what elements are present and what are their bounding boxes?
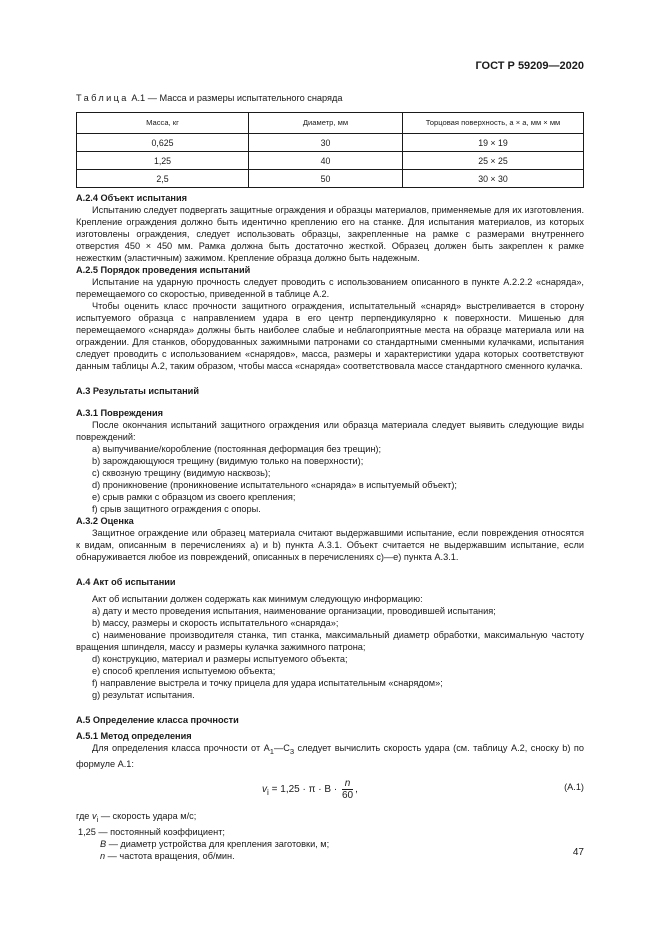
legend-item: [76, 850, 584, 862]
section-a32-paragraph: Защитное ограждение или образец материала считают выдержавшими испытание, если повреждения относятся к видам, описанным в перечислениях а) и b) пункта А.3.1. Объект считается не выдержавшим испытание, если обнаруживается любое из повреждений, описанных в перечислениях c)—e) пункта А.3.1.: [76, 528, 584, 562]
formula-rhs: = 1,25 · π · B ·: [268, 783, 340, 795]
section-a25-paragraph-2: Чтобы оценить класс прочности защитного ограждения, испытательный «снаряд» выстреливается в сторону испытуемого образца с направлением удара в его центр перпендикулярно к поверхности. Мишенью для перемещаемого «снаряда» должны быть наиболее слабые и неблагоприятные места на образце материала или на ограждении. Для станков, оборудованных зажимными патронами со стандартными сменными кулачками, испытания следует проводить с использованием «снарядов», масса, размеры и характеристики удара которых соответствуют данным таблицы А.2, таким образом, чтобы масса «снаряда» соответствовала массе стандартного сменного кулачка.: [76, 301, 584, 371]
section-a25-paragraph-1: Испытание на ударную прочность следует проводить с использованием описанного в пункте А.2.2.2 «снаряда», перемещаемого со скоростью, приведенной в таблице А.2.: [76, 277, 584, 299]
legend-text: — частота вращения, об/мин.: [105, 850, 235, 861]
a51-text-2: —С: [274, 743, 290, 753]
list-item: f) направление выстрела и точку прицела для удара испытательным «снарядом»;: [92, 678, 443, 688]
section-a24-paragraph: Испытанию следует подвергать защитные ограждения и образцы материалов, применяемые для их изготовления. Крепление ограждения должно быть идентично креплению его на станке. Для испытания материалов, из которых изготовлены ограждения, следует использовать образцы, закрепленные на рамке с размерами внутреннего отверстия 450 × 450 мм. Рамка должна быть достаточно жесткой. Образец должен быть закреплен к рамке нежестким (эластичным) зажимом. Крепление образца должно быть надежным.: [76, 205, 584, 263]
formula-tail: ,: [355, 783, 358, 795]
legend-var: B: [100, 838, 107, 849]
list-item: d) проникновение (проникновение испытательного «снаряда» в испытуемый объект);: [92, 480, 457, 490]
table-header-diameter: Диаметр, мм: [249, 113, 403, 134]
a51-sub-2: 3: [289, 746, 295, 756]
section-a5-title: А.5 Определение класса прочности: [76, 715, 239, 725]
section-a32-title: А.3.2 Оценка: [76, 516, 134, 526]
list-item: c) наименование производителя станка, тип станка, максимальный диаметр обработки, максимальную частоту вращения шпинделя, массу и размеры кулачка зажимного патрона;: [76, 630, 584, 652]
section-a51-paragraph: [76, 742, 584, 770]
section-a24-title: А.2.4 Объект испытания: [76, 193, 187, 203]
list-item: e) срыв рамки с образцом из своего крепления;: [92, 492, 296, 502]
section-a51-title: А.5.1 Метод определения: [76, 731, 192, 741]
list-item: g) результат испытания.: [92, 690, 195, 700]
table-cell: 19 × 19: [403, 134, 584, 152]
table-cell: 25 × 25: [403, 152, 584, 170]
table-header-mass: Масса, кг: [77, 113, 249, 134]
list-item: a) дату и место проведения испытания, наименование организации, проводившей испытания;: [92, 606, 496, 616]
legend-var: n: [100, 850, 106, 861]
table-header-face: Торцовая поверхность, а × а, мм × мм: [403, 113, 584, 134]
legend-item: [76, 810, 584, 826]
table-cell: 40: [249, 152, 403, 170]
formula-number: (А.1): [564, 781, 584, 792]
list-item: b) массу, размеры и скорость испытательного «снаряда»;: [92, 618, 339, 628]
formula-expression: [262, 778, 358, 801]
section-a25-title: А.2.5 Порядок проведения испытаний: [76, 265, 251, 275]
formula-denominator: 60: [341, 789, 354, 801]
list-item: d) конструкцию, материал и размеры испытуемого объекта;: [92, 654, 348, 664]
table-cell: 0,625: [77, 134, 249, 152]
legend-sub: i: [96, 814, 99, 824]
projectile-table: [76, 112, 584, 188]
legend-item: 1,25 — постоянный коэффициент;: [78, 826, 225, 837]
legend-prefix: где: [76, 810, 92, 821]
section-a4-intro: Акт об испытании должен содержать как минимум следующую информацию:: [92, 594, 423, 604]
page-number: 47: [572, 847, 584, 858]
table-cell: 1,25: [77, 152, 249, 170]
legend-text: — скорость удара м/с;: [98, 810, 197, 821]
table-cell: 30 × 30: [403, 170, 584, 188]
a51-sub-1: 1: [269, 746, 274, 756]
page-content: [76, 92, 584, 862]
table-header-row: [77, 113, 584, 134]
document-code: ГОСТ Р 59209—2020: [475, 60, 584, 72]
table-row: [77, 152, 584, 170]
legend-item: [76, 838, 584, 850]
table-cell: 2,5: [77, 170, 249, 188]
formula-lhs-sub: i: [267, 786, 269, 797]
list-item: a) выпучивание/коробление (постоянная деформация без трещин);: [92, 444, 382, 454]
table-caption-text: А.1 — Масса и размеры испытательного снаряда: [128, 93, 343, 103]
legend-text: — диаметр устройства для крепления заготовки, м;: [106, 838, 330, 849]
list-item: b) зарождающуюся трещину (видимую только на поверхности);: [92, 456, 364, 466]
table-row: [77, 170, 584, 188]
table-row: [77, 134, 584, 152]
formula-fraction: [342, 778, 353, 801]
table-cell: 30: [249, 134, 403, 152]
section-a31-title: А.3.1 Повреждения: [76, 408, 163, 418]
table-cell: 50: [249, 170, 403, 188]
a51-text-1: Для определения класса прочности от А: [92, 743, 270, 753]
formula-numerator: n: [342, 778, 353, 790]
table-caption: [76, 92, 584, 104]
list-item: f) срыв защитного ограждения с опоры.: [92, 504, 261, 514]
formula-lhs-var: v: [262, 783, 267, 795]
list-item: c) сквозную трещину (видимую насквозь);: [92, 468, 271, 478]
formula-legend: [76, 810, 584, 862]
section-a3-title: А.3 Результаты испытаний: [76, 386, 199, 396]
section-a4-title: А.4 Акт об испытании: [76, 577, 176, 587]
section-a31-intro: После окончания испытаний защитного ограждения или образца материала следует выявить следующие виды повреждений:: [76, 420, 584, 442]
table-caption-prefix: Таблица: [76, 93, 129, 103]
list-item: e) способ крепления испытуемою объекта;: [92, 666, 276, 676]
legend-var: v: [91, 810, 97, 821]
a51-text-3: следует вычислить скорость удара (см. таблицу А.2, сноску b) по формуле А.1:: [76, 743, 584, 769]
formula-a1: [76, 772, 584, 806]
